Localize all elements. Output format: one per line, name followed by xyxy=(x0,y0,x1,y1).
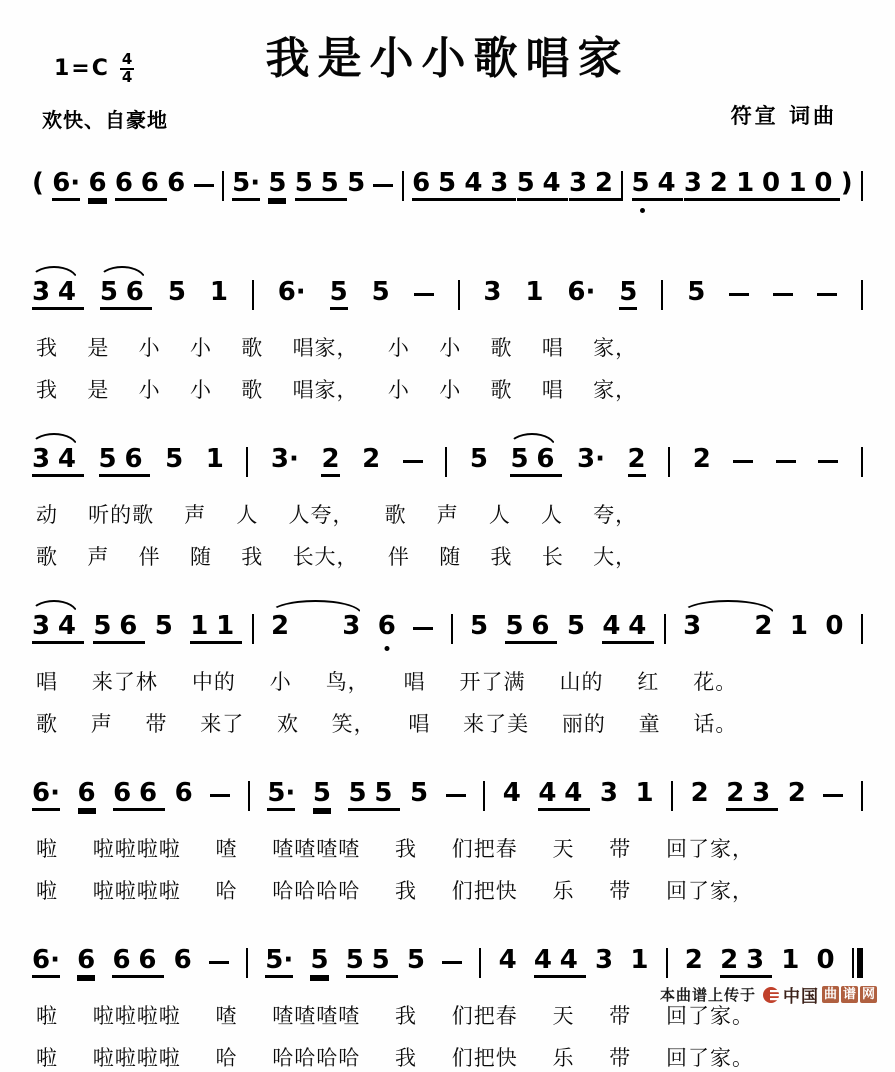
lyric-syllable: 欢 xyxy=(276,712,299,736)
lyric-syllable: 小 xyxy=(387,336,410,360)
note: 3 xyxy=(595,945,614,975)
site-name-prefix: 中国 xyxy=(782,987,819,1007)
note: 55 xyxy=(295,170,339,201)
lyric-syllable: 歌 xyxy=(241,378,264,402)
lyric-syllable: 啦 xyxy=(36,879,58,903)
lyric-syllable: 带 xyxy=(145,712,168,736)
lyric-syllable: 带 xyxy=(609,879,632,903)
note: 1 xyxy=(635,778,654,808)
site-name-char: 谱 xyxy=(842,986,856,1002)
lyric-syllable: 唱 xyxy=(541,336,564,360)
lyric-syllable: 回了家。 xyxy=(666,1046,754,1070)
lyric-syllable: 笑， xyxy=(331,712,376,736)
barline xyxy=(483,781,485,811)
lyric-syllable: 声 xyxy=(184,503,207,527)
lyric-syllable: 歌 xyxy=(490,378,513,402)
note: 3· xyxy=(270,444,299,474)
composer-credit: 符宣 词曲 xyxy=(730,104,837,128)
note: 2 xyxy=(362,444,381,474)
lyric-syllable: 啦 xyxy=(36,837,58,861)
notation-system xyxy=(30,263,865,404)
note: 6· xyxy=(52,170,80,201)
lyric-syllable: 喳 xyxy=(215,837,238,861)
lyric-syllable: 伴 xyxy=(138,545,161,569)
lyric-syllable: 小 xyxy=(189,378,212,402)
note: 5 xyxy=(687,277,706,307)
note: 6 xyxy=(173,945,192,975)
lyric-syllable: 人 xyxy=(541,503,563,527)
lyric-syllable: 小 xyxy=(387,378,410,402)
lyric-syllable: 听的歌 xyxy=(88,503,155,527)
barline xyxy=(861,171,863,201)
note: 5 xyxy=(470,611,489,641)
lyrics-row xyxy=(36,1000,754,1030)
barline xyxy=(621,171,623,201)
lyric-syllable: 哈 xyxy=(215,1046,238,1070)
barline xyxy=(671,781,673,811)
note: 55 xyxy=(348,780,392,811)
notation-system xyxy=(30,764,865,905)
lyric-syllable: 唱 xyxy=(403,670,426,694)
site-name-suffix xyxy=(822,986,877,1004)
note: 2 xyxy=(787,778,806,808)
note: 5 xyxy=(154,611,173,641)
lyric-syllable: 大， xyxy=(593,545,638,569)
lyrics-row xyxy=(36,499,637,529)
note: 2 xyxy=(628,446,646,477)
footer-watermark xyxy=(660,982,877,1007)
notation-systems xyxy=(30,154,865,1072)
note: 5 xyxy=(347,168,366,198)
lyric-syllable: 乐 xyxy=(552,879,575,903)
lyrics-row xyxy=(36,666,737,696)
notes-row xyxy=(30,597,865,654)
barline xyxy=(861,614,863,644)
site-name-char: 曲 xyxy=(823,986,837,1002)
lyrics-row xyxy=(36,332,637,362)
note: 6 xyxy=(88,170,106,201)
note: 5 xyxy=(371,277,390,307)
duration-dash xyxy=(209,961,229,965)
lyric-syllable: 我 xyxy=(395,837,417,861)
note: 56 xyxy=(99,446,143,477)
notation-system xyxy=(30,430,865,571)
lyric-syllable: 随 xyxy=(439,545,462,569)
lyric-syllable: 我 xyxy=(490,545,513,569)
lyric-syllable: 小 xyxy=(269,670,292,694)
notes-row xyxy=(30,154,865,211)
duration-dash xyxy=(733,460,753,464)
note: 23 xyxy=(726,780,770,811)
note: 56 xyxy=(100,279,144,310)
slur-arc xyxy=(30,266,78,280)
note: 6 xyxy=(378,613,396,639)
lyric-syllable: 人 xyxy=(488,503,511,527)
note: 1 xyxy=(205,444,224,474)
note: 3· xyxy=(577,444,605,474)
note: 5 xyxy=(310,947,328,978)
lyrics-row xyxy=(36,875,754,905)
barline xyxy=(664,614,666,644)
lyric-syllable: 随 xyxy=(189,545,212,569)
barline xyxy=(222,171,224,201)
tempo-marking: 欢快、自豪地 xyxy=(42,108,168,132)
note: ) xyxy=(840,168,853,198)
slur-arc xyxy=(508,433,556,447)
final-barline xyxy=(852,948,863,978)
time-signature-denominator: 4 xyxy=(121,67,133,86)
low-octave-dot xyxy=(384,646,389,651)
duration-dash xyxy=(442,961,462,965)
note: 6 xyxy=(78,780,96,811)
key-time-signature xyxy=(54,52,134,86)
lyric-syllable: 来了林 xyxy=(91,670,158,694)
lyric-syllable: 啦 xyxy=(36,1046,58,1070)
note: 1 xyxy=(781,945,800,975)
lyric-syllable: 家， xyxy=(593,336,638,360)
note: 1 xyxy=(789,611,808,641)
slur-arc xyxy=(30,433,78,447)
note: 32 xyxy=(569,170,613,201)
lyric-syllable: 家， xyxy=(593,378,638,402)
lyric-syllable: 话。 xyxy=(693,712,738,736)
lyric-syllable: 夸， xyxy=(593,503,638,527)
note: 5 xyxy=(619,279,637,310)
lyric-syllable: 声 xyxy=(436,503,459,527)
barline xyxy=(402,171,404,201)
duration-dash xyxy=(413,627,433,631)
lyric-syllable: 我 xyxy=(241,545,264,569)
note: 32 xyxy=(684,170,728,201)
note: 1 xyxy=(525,277,544,307)
lyric-syllable: 来了美 xyxy=(463,712,530,736)
lyric-syllable: 小 xyxy=(439,378,462,402)
site-name-char: 网 xyxy=(861,986,875,1002)
lyric-syllable: 们把快 xyxy=(451,1046,518,1070)
lyric-syllable: 来了 xyxy=(200,712,245,736)
slur-arc xyxy=(30,600,78,614)
lyric-syllable: 喳 xyxy=(215,1004,238,1028)
note: 5· xyxy=(267,780,295,811)
note: 34 xyxy=(32,446,76,477)
lyric-syllable: 我 xyxy=(36,336,58,360)
note: ( xyxy=(32,168,44,198)
lyric-syllable: 回了家。 xyxy=(666,1004,754,1028)
lyric-syllable: 唱家， xyxy=(292,336,359,360)
notes-row xyxy=(30,263,865,320)
lyrics-row xyxy=(36,541,637,571)
note: 5 xyxy=(268,170,286,201)
note: 44 xyxy=(602,613,646,644)
lyric-syllable: 天 xyxy=(552,1004,575,1028)
note: 55 xyxy=(346,947,390,978)
lyric-syllable: 啦啦啦啦 xyxy=(92,1004,181,1028)
duration-dash xyxy=(818,460,838,464)
lyric-syllable: 唱 xyxy=(36,670,58,694)
lyric-syllable: 伴 xyxy=(387,545,410,569)
lyric-syllable: 我 xyxy=(395,1004,417,1028)
lyric-syllable: 是 xyxy=(87,378,110,402)
note: 0 xyxy=(816,945,835,975)
note: 3 xyxy=(599,778,618,808)
lyrics-row xyxy=(36,833,754,863)
barline xyxy=(861,781,863,811)
lyric-syllable: 喳喳喳喳 xyxy=(272,837,361,861)
note: 5· xyxy=(232,170,260,201)
lyric-syllable: 小 xyxy=(138,336,161,360)
note: 43 xyxy=(464,170,508,201)
lyrics-row xyxy=(36,708,737,738)
slur-arc xyxy=(269,600,362,614)
notation-system xyxy=(30,154,865,211)
duration-dash xyxy=(773,293,793,297)
note: 6 xyxy=(77,947,95,978)
barline xyxy=(246,948,248,978)
song-title: 我是小小歌唱家 xyxy=(265,33,630,84)
note: 0 xyxy=(825,611,844,641)
lyric-syllable: 唱 xyxy=(541,378,564,402)
barline xyxy=(479,948,481,978)
key-signature: 1=C xyxy=(54,56,110,82)
note: 6· xyxy=(567,277,596,307)
lyric-syllable: 哈哈哈哈 xyxy=(272,879,361,903)
note: 54 xyxy=(632,170,676,201)
barline xyxy=(861,447,863,477)
note: 5 xyxy=(406,945,425,975)
lyric-syllable: 哈哈哈哈 xyxy=(272,1046,361,1070)
note: 3 2 xyxy=(683,613,772,639)
lyric-syllable: 啦啦啦啦 xyxy=(92,1046,181,1070)
lyric-syllable: 声 xyxy=(90,712,113,736)
lyric-syllable: 哈 xyxy=(215,879,238,903)
lyric-syllable: 带 xyxy=(609,837,632,861)
lyric-syllable: 人 xyxy=(236,503,259,527)
lyric-syllable: 我 xyxy=(36,378,58,402)
time-signature-numerator: 4 xyxy=(121,50,133,68)
lyric-syllable: 动 xyxy=(36,503,58,527)
duration-dash xyxy=(446,794,466,798)
notation-system xyxy=(30,597,865,738)
lyric-syllable: 歌 xyxy=(36,712,58,736)
lyric-syllable: 小 xyxy=(189,336,212,360)
note: 5 xyxy=(469,444,488,474)
slur-arc xyxy=(98,266,146,280)
lyric-syllable: 天 xyxy=(552,837,575,861)
duration-dash xyxy=(403,460,423,464)
lyric-syllable: 长大， xyxy=(292,545,359,569)
lyric-syllable: 人夸， xyxy=(288,503,355,527)
barline xyxy=(451,614,453,644)
note: 10 xyxy=(736,170,780,201)
lyric-syllable: 唱 xyxy=(408,712,431,736)
note: 2 xyxy=(690,778,709,808)
note: 56 xyxy=(510,446,554,477)
duration-dash xyxy=(817,293,837,297)
note: 23 xyxy=(720,947,764,978)
lyric-syllable: 鸟， xyxy=(325,670,370,694)
note: 5 xyxy=(410,778,429,808)
duration-dash xyxy=(729,293,749,297)
lyric-syllable: 歌 xyxy=(384,503,407,527)
note: 2 xyxy=(321,446,339,477)
lyric-syllable: 歌 xyxy=(241,336,264,360)
note: 65 xyxy=(412,170,456,201)
lyric-syllable: 啦啦啦啦 xyxy=(92,837,181,861)
lyrics-row xyxy=(36,374,637,404)
note: 6 xyxy=(167,168,186,198)
note: 2 3 xyxy=(271,613,360,639)
note: 56 xyxy=(505,613,549,644)
lyric-syllable: 小 xyxy=(439,336,462,360)
lyric-syllable: 是 xyxy=(87,336,110,360)
lyric-syllable: 们把春 xyxy=(451,837,518,861)
site-logo xyxy=(762,982,877,1007)
note: 66 xyxy=(112,947,156,978)
duration-dash xyxy=(210,794,230,798)
note: 6· xyxy=(277,277,306,307)
note: 6 xyxy=(174,778,193,808)
note: 10 xyxy=(788,170,832,201)
note: 66 xyxy=(115,170,159,201)
lyric-syllable: 我 xyxy=(395,1046,417,1070)
barline xyxy=(861,280,863,310)
notes-row xyxy=(30,764,865,821)
note: 34 xyxy=(32,613,76,644)
barline xyxy=(668,447,670,477)
note: 1 xyxy=(630,945,649,975)
lyric-syllable: 歌 xyxy=(490,336,513,360)
notes-row xyxy=(30,430,865,487)
barline xyxy=(445,447,447,477)
note: 56 xyxy=(93,613,137,644)
note: 44 xyxy=(534,947,578,978)
note: 2 xyxy=(684,945,703,975)
note: 3 xyxy=(483,277,502,307)
note: 6· xyxy=(32,947,60,978)
barline xyxy=(666,948,668,978)
lyric-syllable: 山的 xyxy=(559,670,604,694)
note: 6· xyxy=(32,780,60,811)
note: 5 xyxy=(313,780,331,811)
lyric-syllable: 小 xyxy=(138,378,161,402)
lyric-syllable: 乐 xyxy=(552,1046,575,1070)
note: 2 xyxy=(692,444,711,474)
note: 11 xyxy=(190,613,234,644)
duration-dash xyxy=(194,184,214,188)
lyric-syllable: 我 xyxy=(395,879,417,903)
note: 5 xyxy=(330,279,348,310)
note: 5 xyxy=(566,611,585,641)
lyric-syllable: 丽的 xyxy=(561,712,606,736)
note: 34 xyxy=(32,279,76,310)
record-disc-icon xyxy=(762,986,780,1004)
lyric-syllable: 喳喳喳喳 xyxy=(272,1004,361,1028)
lyric-syllable: 中的 xyxy=(191,670,236,694)
duration-dash xyxy=(373,184,393,188)
lyric-syllable: 花。 xyxy=(693,670,738,694)
lyric-syllable: 啦啦啦啦 xyxy=(92,879,181,903)
note: 4 xyxy=(498,945,517,975)
lyric-syllable: 们把春 xyxy=(451,1004,518,1028)
lyric-syllable: 红 xyxy=(637,670,660,694)
lyric-syllable: 唱家， xyxy=(292,378,359,402)
lyric-syllable: 带 xyxy=(609,1046,632,1070)
note: 5 xyxy=(167,277,186,307)
lyric-syllable: 们把快 xyxy=(451,879,518,903)
note: 4 xyxy=(502,778,521,808)
lyric-syllable: 声 xyxy=(87,545,110,569)
lyric-syllable: 长 xyxy=(541,545,564,569)
lyric-syllable: 童 xyxy=(638,712,661,736)
lyric-syllable: 啦 xyxy=(36,1004,58,1028)
barline xyxy=(661,280,663,310)
barline xyxy=(248,781,250,811)
note: 44 xyxy=(538,780,582,811)
barline xyxy=(252,280,254,310)
lyric-syllable: 回了家， xyxy=(666,879,754,903)
lyric-syllable: 带 xyxy=(609,1004,632,1028)
note: 1 xyxy=(209,277,228,307)
score-header xyxy=(30,8,865,140)
lyrics-row xyxy=(36,1042,754,1072)
notes-row xyxy=(30,931,865,988)
lyric-syllable: 开了满 xyxy=(459,670,526,694)
low-octave-dot xyxy=(640,208,645,213)
note: 5 xyxy=(165,444,184,474)
barline xyxy=(458,280,460,310)
duration-dash xyxy=(823,794,843,798)
duration-dash xyxy=(414,293,434,297)
time-signature xyxy=(120,52,134,86)
note: 54 xyxy=(517,170,561,201)
barline xyxy=(252,614,254,644)
upload-note: 本曲谱上传于 xyxy=(659,986,756,1004)
lyric-syllable: 歌 xyxy=(36,545,58,569)
lyric-syllable: 回了家， xyxy=(666,837,754,861)
note: 5· xyxy=(265,947,293,978)
duration-dash xyxy=(776,460,796,464)
note: 66 xyxy=(113,780,157,811)
slur-arc xyxy=(681,600,774,614)
barline xyxy=(246,447,248,477)
